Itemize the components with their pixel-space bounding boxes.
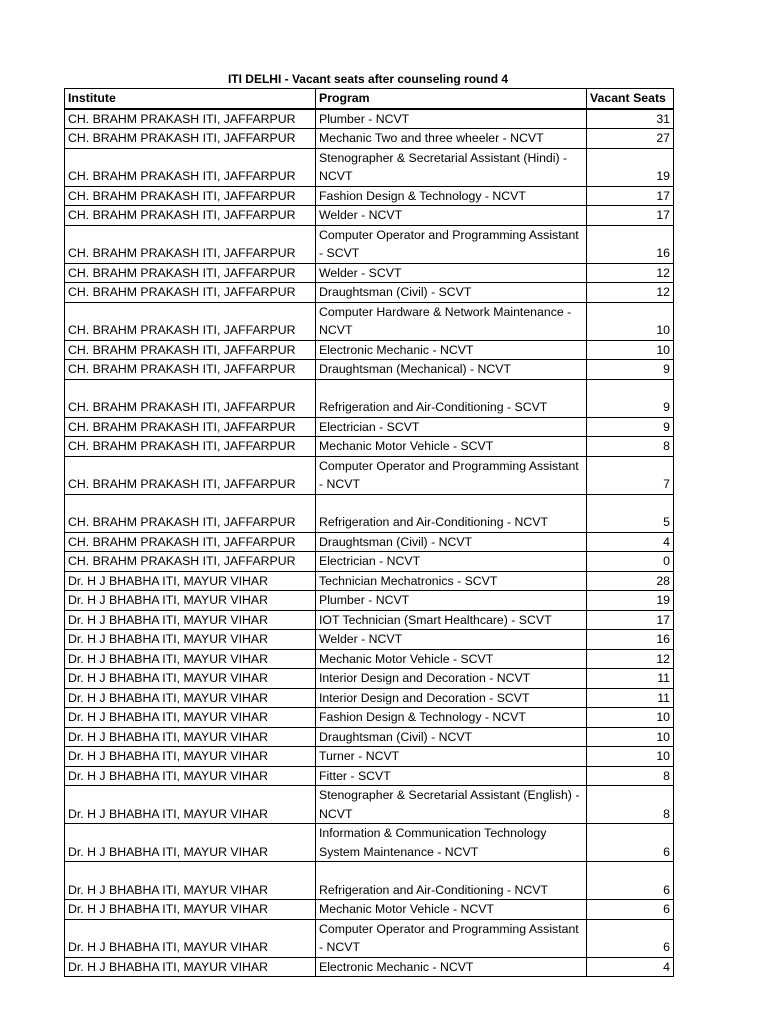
cell-institute: Dr. H J BHABHA ITI, MAYUR VIHAR <box>65 766 316 786</box>
cell-program: Electrician - SCVT <box>316 417 587 437</box>
table-row <box>65 552 674 572</box>
cell-institute: CH. BRAHM PRAKASH ITI, JAFFARPUR <box>65 437 316 457</box>
cell-program: Refrigeration and Air-Conditioning - NCVT <box>316 494 587 532</box>
cell-institute: CH. BRAHM PRAKASH ITI, JAFFARPUR <box>65 206 316 226</box>
table-row <box>65 708 674 728</box>
table-row <box>65 456 674 494</box>
cell-program: Fitter - SCVT <box>316 766 587 786</box>
cell-institute: Dr. H J BHABHA ITI, MAYUR VIHAR <box>65 630 316 650</box>
cell-program: Draughtsman (Civil) - SCVT <box>316 283 587 303</box>
column-header-program: Program <box>316 89 587 109</box>
cell-program: Electrician - NCVT <box>316 552 587 572</box>
cell-vacant-seats: 12 <box>587 649 674 669</box>
cell-vacant-seats: 9 <box>587 360 674 380</box>
table-row <box>65 302 674 340</box>
cell-institute: CH. BRAHM PRAKASH ITI, JAFFARPUR <box>65 360 316 380</box>
cell-vacant-seats: 16 <box>587 225 674 263</box>
cell-vacant-seats: 17 <box>587 206 674 226</box>
table-row <box>65 186 674 206</box>
header-row <box>65 89 674 109</box>
cell-vacant-seats: 11 <box>587 688 674 708</box>
cell-vacant-seats: 12 <box>587 263 674 283</box>
table-row <box>65 532 674 552</box>
cell-vacant-seats: 9 <box>587 379 674 417</box>
page-title: ITI DELHI - Vacant seats after counseling round 4 <box>227 72 509 86</box>
table-row <box>65 591 674 611</box>
table-row <box>65 727 674 747</box>
table-row <box>65 688 674 708</box>
column-header-institute: Institute <box>65 89 316 109</box>
cell-institute: CH. BRAHM PRAKASH ITI, JAFFARPUR <box>65 302 316 340</box>
table-row <box>65 379 674 417</box>
cell-vacant-seats: 17 <box>587 610 674 630</box>
table-row <box>65 148 674 186</box>
cell-institute: CH. BRAHM PRAKASH ITI, JAFFARPUR <box>65 263 316 283</box>
cell-program: Refrigeration and Air-Conditioning - NCVT <box>316 862 587 900</box>
cell-vacant-seats: 28 <box>587 571 674 591</box>
table-row <box>65 919 674 957</box>
cell-vacant-seats: 16 <box>587 630 674 650</box>
cell-institute: Dr. H J BHABHA ITI, MAYUR VIHAR <box>65 649 316 669</box>
cell-vacant-seats: 10 <box>587 302 674 340</box>
cell-vacant-seats: 0 <box>587 552 674 572</box>
cell-vacant-seats: 10 <box>587 747 674 767</box>
cell-institute: Dr. H J BHABHA ITI, MAYUR VIHAR <box>65 900 316 920</box>
cell-institute: Dr. H J BHABHA ITI, MAYUR VIHAR <box>65 669 316 689</box>
cell-program: Technician Mechatronics - SCVT <box>316 571 587 591</box>
cell-vacant-seats: 27 <box>587 129 674 149</box>
cell-vacant-seats: 6 <box>587 900 674 920</box>
cell-program: Draughtsman (Civil) - NCVT <box>316 727 587 747</box>
cell-institute: Dr. H J BHABHA ITI, MAYUR VIHAR <box>65 824 316 862</box>
table-row <box>65 129 674 149</box>
cell-institute: Dr. H J BHABHA ITI, MAYUR VIHAR <box>65 688 316 708</box>
cell-program: Mechanic Two and three wheeler - NCVT <box>316 129 587 149</box>
cell-vacant-seats: 4 <box>587 532 674 552</box>
cell-vacant-seats: 19 <box>587 591 674 611</box>
cell-vacant-seats: 10 <box>587 708 674 728</box>
table-row <box>65 437 674 457</box>
table-row <box>65 360 674 380</box>
cell-vacant-seats: 6 <box>587 919 674 957</box>
cell-institute: CH. BRAHM PRAKASH ITI, JAFFARPUR <box>65 532 316 552</box>
cell-institute: CH. BRAHM PRAKASH ITI, JAFFARPUR <box>65 494 316 532</box>
cell-program: Computer Operator and Programming Assistant - SCVT <box>316 225 587 263</box>
cell-vacant-seats: 8 <box>587 766 674 786</box>
table-body <box>65 109 674 977</box>
cell-institute: Dr. H J BHABHA ITI, MAYUR VIHAR <box>65 591 316 611</box>
cell-program: Welder - SCVT <box>316 263 587 283</box>
cell-vacant-seats: 19 <box>587 148 674 186</box>
cell-vacant-seats: 6 <box>587 862 674 900</box>
table-row <box>65 669 674 689</box>
table-row <box>65 786 674 824</box>
cell-vacant-seats: 12 <box>587 283 674 303</box>
cell-program: Refrigeration and Air-Conditioning - SCVT <box>316 379 587 417</box>
cell-program: Stenographer & Secretarial Assistant (Hindi) - NCVT <box>316 148 587 186</box>
cell-program: Plumber - NCVT <box>316 591 587 611</box>
column-header-vacant-seats: Vacant Seats <box>587 89 674 109</box>
cell-vacant-seats: 11 <box>587 669 674 689</box>
cell-institute: CH. BRAHM PRAKASH ITI, JAFFARPUR <box>65 225 316 263</box>
table-row <box>65 862 674 900</box>
table-row <box>65 766 674 786</box>
table-row <box>65 957 674 977</box>
cell-institute: CH. BRAHM PRAKASH ITI, JAFFARPUR <box>65 186 316 206</box>
cell-institute: Dr. H J BHABHA ITI, MAYUR VIHAR <box>65 708 316 728</box>
cell-program: Interior Design and Decoration - SCVT <box>316 688 587 708</box>
cell-program: Mechanic Motor Vehicle - NCVT <box>316 900 587 920</box>
cell-institute: CH. BRAHM PRAKASH ITI, JAFFARPUR <box>65 340 316 360</box>
cell-institute: Dr. H J BHABHA ITI, MAYUR VIHAR <box>65 727 316 747</box>
vacant-seats-table <box>64 88 674 977</box>
cell-program: Plumber - NCVT <box>316 109 587 129</box>
cell-program: Computer Hardware & Network Maintenance - NCVT <box>316 302 587 340</box>
table-row <box>65 900 674 920</box>
table-row <box>65 206 674 226</box>
cell-program: Computer Operator and Programming Assistant - NCVT <box>316 919 587 957</box>
cell-vacant-seats: 31 <box>587 109 674 129</box>
cell-program: Fashion Design & Technology - NCVT <box>316 708 587 728</box>
cell-vacant-seats: 7 <box>587 456 674 494</box>
table-row <box>65 340 674 360</box>
table-row <box>65 610 674 630</box>
table-row <box>65 283 674 303</box>
cell-vacant-seats: 4 <box>587 957 674 977</box>
cell-program: Computer Operator and Programming Assistant - NCVT <box>316 456 587 494</box>
cell-program: Information & Communication Technology System Maintenance - NCVT <box>316 824 587 862</box>
table-row <box>65 109 674 129</box>
cell-institute: CH. BRAHM PRAKASH ITI, JAFFARPUR <box>65 109 316 129</box>
cell-vacant-seats: 6 <box>587 824 674 862</box>
cell-program: Welder - NCVT <box>316 206 587 226</box>
cell-program: Draughtsman (Civil) - NCVT <box>316 532 587 552</box>
cell-institute: CH. BRAHM PRAKASH ITI, JAFFARPUR <box>65 417 316 437</box>
table-row <box>65 747 674 767</box>
cell-program: Welder - NCVT <box>316 630 587 650</box>
cell-program: Stenographer & Secretarial Assistant (English) - NCVT <box>316 786 587 824</box>
cell-vacant-seats: 10 <box>587 727 674 747</box>
cell-vacant-seats: 8 <box>587 786 674 824</box>
table-row <box>65 649 674 669</box>
cell-institute: Dr. H J BHABHA ITI, MAYUR VIHAR <box>65 571 316 591</box>
cell-institute: Dr. H J BHABHA ITI, MAYUR VIHAR <box>65 786 316 824</box>
cell-program: Electronic Mechanic - NCVT <box>316 340 587 360</box>
cell-vacant-seats: 8 <box>587 437 674 457</box>
cell-program: Fashion Design & Technology - NCVT <box>316 186 587 206</box>
cell-program: Mechanic Motor Vehicle - SCVT <box>316 437 587 457</box>
table-row <box>65 494 674 532</box>
table-row <box>65 630 674 650</box>
cell-institute: CH. BRAHM PRAKASH ITI, JAFFARPUR <box>65 552 316 572</box>
table-row <box>65 824 674 862</box>
table-row <box>65 225 674 263</box>
table-row <box>65 263 674 283</box>
cell-institute: Dr. H J BHABHA ITI, MAYUR VIHAR <box>65 610 316 630</box>
table-row <box>65 417 674 437</box>
cell-institute: Dr. H J BHABHA ITI, MAYUR VIHAR <box>65 919 316 957</box>
cell-program: Turner - NCVT <box>316 747 587 767</box>
cell-institute: CH. BRAHM PRAKASH ITI, JAFFARPUR <box>65 379 316 417</box>
cell-program: Interior Design and Decoration - NCVT <box>316 669 587 689</box>
cell-institute: CH. BRAHM PRAKASH ITI, JAFFARPUR <box>65 456 316 494</box>
cell-program: Draughtsman (Mechanical) - NCVT <box>316 360 587 380</box>
cell-institute: Dr. H J BHABHA ITI, MAYUR VIHAR <box>65 747 316 767</box>
table-row <box>65 571 674 591</box>
cell-program: Mechanic Motor Vehicle - SCVT <box>316 649 587 669</box>
cell-vacant-seats: 9 <box>587 417 674 437</box>
cell-institute: CH. BRAHM PRAKASH ITI, JAFFARPUR <box>65 283 316 303</box>
cell-vacant-seats: 10 <box>587 340 674 360</box>
cell-institute: CH. BRAHM PRAKASH ITI, JAFFARPUR <box>65 148 316 186</box>
cell-institute: CH. BRAHM PRAKASH ITI, JAFFARPUR <box>65 129 316 149</box>
cell-program: Electronic Mechanic - NCVT <box>316 957 587 977</box>
cell-vacant-seats: 17 <box>587 186 674 206</box>
cell-institute: Dr. H J BHABHA ITI, MAYUR VIHAR <box>65 957 316 977</box>
cell-program: IOT Technician (Smart Healthcare) - SCVT <box>316 610 587 630</box>
cell-vacant-seats: 5 <box>587 494 674 532</box>
cell-institute: Dr. H J BHABHA ITI, MAYUR VIHAR <box>65 862 316 900</box>
